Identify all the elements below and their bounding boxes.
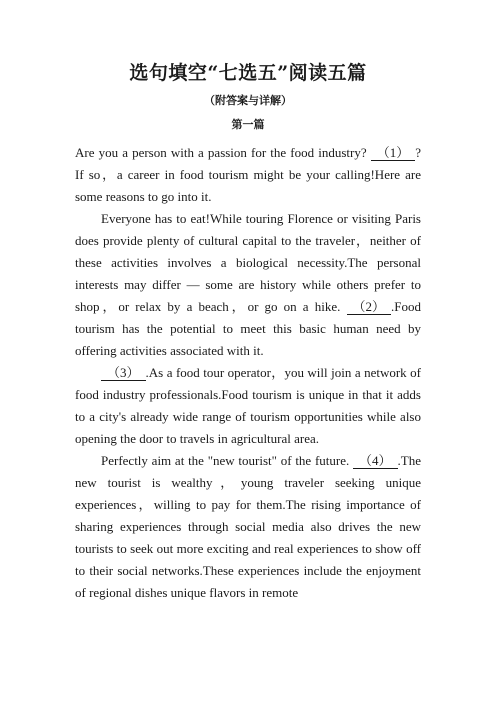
document-title: 选句填空“七选五”阅读五篇 (129, 62, 367, 84)
paragraph-4 (75, 450, 421, 604)
answer-blank-1: （1） (371, 145, 416, 161)
paragraph-3-rest: .As a food tour operator，you will join a network of food industry professionals.Food tourism is unique in that it adds to a city's already wide range of tourism opportunities while also opening the door to travels in agricultural area. (75, 365, 421, 446)
paragraph-1-lead: Are you a person with a passion for the food industry? (75, 145, 367, 160)
paragraph-4-rest: .The new tourist is wealthy，young traveler seeking unique experiences，willing to pay for them.The rising importance of sharing experiences through social media also drives the new tourists to seek out more exciting and real experiences to show off to their social networks.These experiences include the enjoyment of regional dishes unique flavors in remote (75, 453, 421, 600)
paragraph-4-lead: Perfectly aim at the "new tourist" of the future. (101, 453, 350, 468)
paragraph-2-lead: Everyone has to eat!While touring Florence or visiting Paris does provide plenty of cultural capital to the traveler，neither of these activities involves a biological necessity.The personal interests may differ — some are history while others prefer to shop，or relax by a beach，or go on a hike. (75, 211, 421, 314)
passage-body (75, 142, 421, 604)
paragraph-1 (75, 142, 421, 208)
paragraph-1-rest: ? If so，a career in food tourism might be your calling!Here are some reasons to go into it. (75, 145, 421, 204)
answer-blank-4: （4） (353, 453, 398, 469)
paragraph-2-rest: .Food tourism has the potential to meet this basic human need by offering activities associated with it. (75, 299, 421, 358)
document-subtitle: （附答案与详解） (204, 94, 292, 107)
paragraph-2 (75, 208, 421, 362)
answer-blank-3: （3） (101, 365, 146, 381)
answer-blank-2: （2） (347, 299, 392, 315)
paragraph-3 (75, 362, 421, 450)
section-heading: 第一篇 (231, 118, 265, 131)
